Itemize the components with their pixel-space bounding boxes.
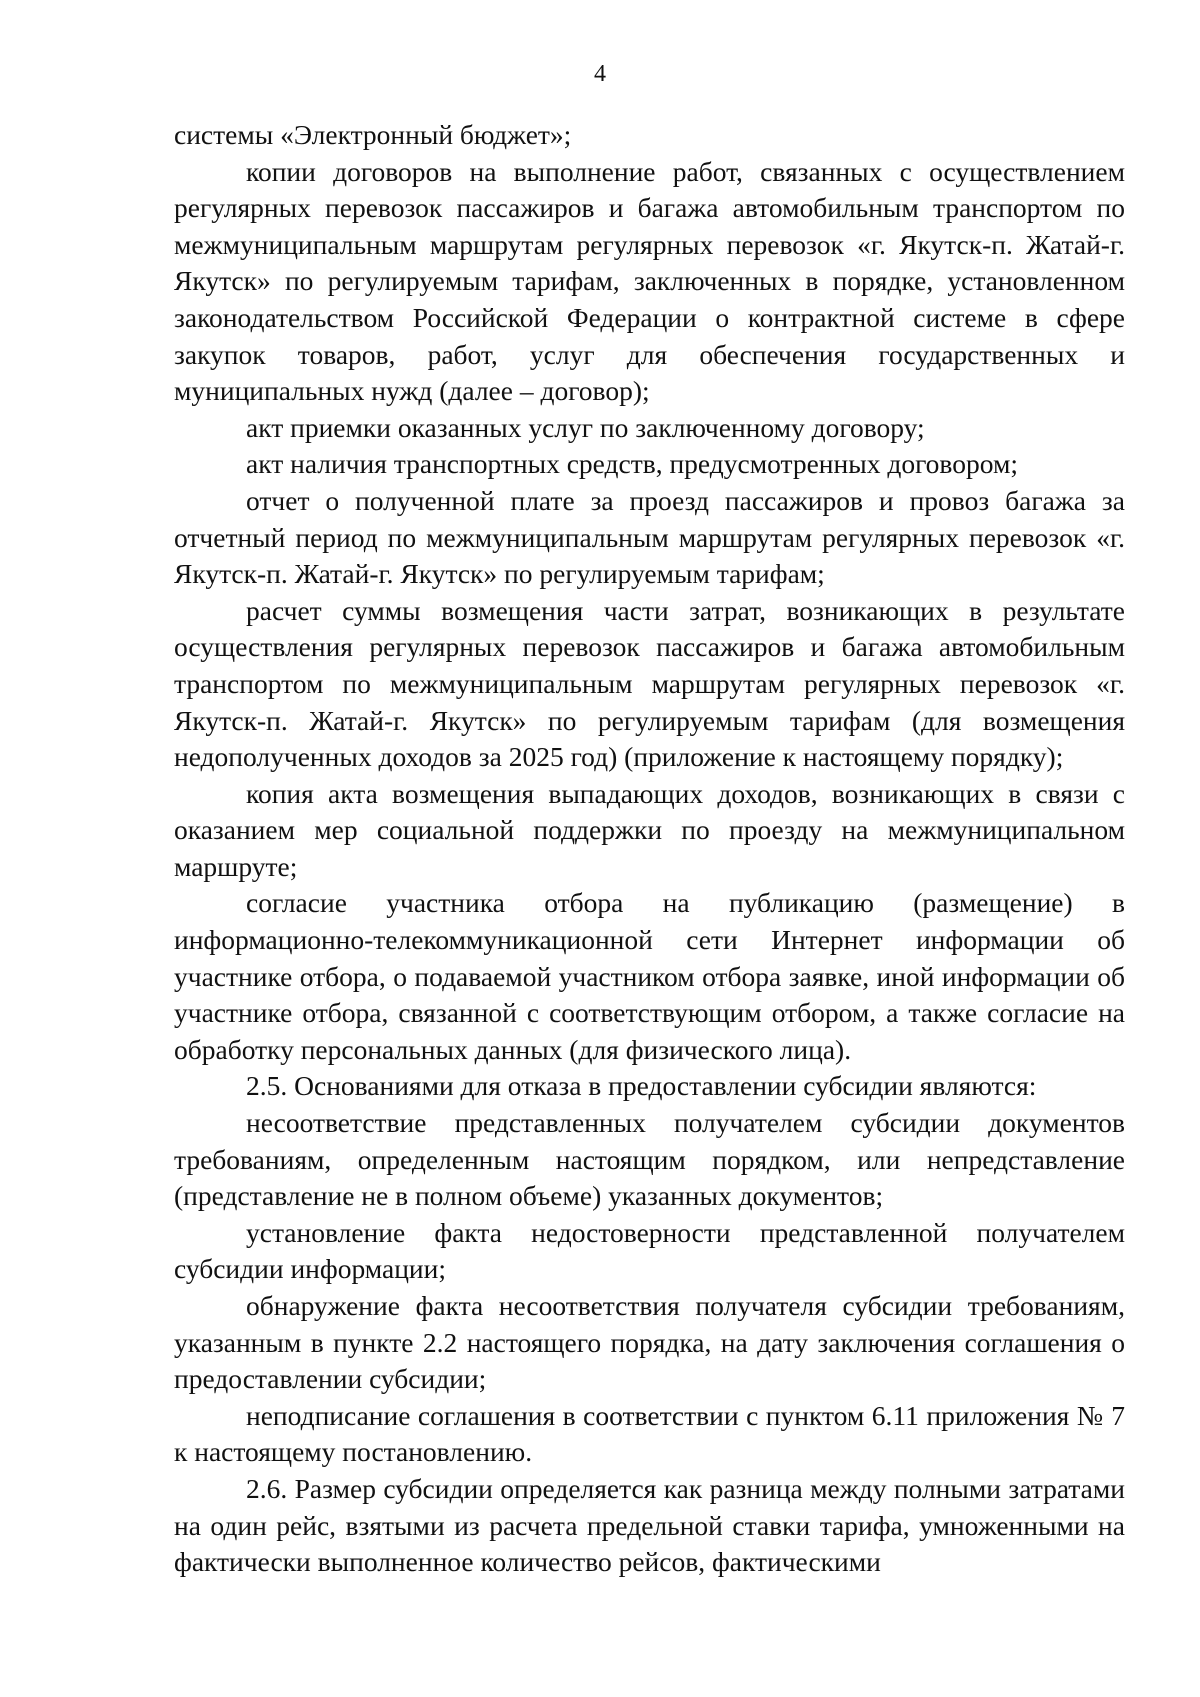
paragraph-lost-income-act: копия акта возмещения выпадающих доходов, возникающих в связи с оказанием мер социальной поддержки по проезду на межмуниципальном маршруте; [174, 777, 1125, 882]
paragraph-continuation: системы «Электронный бюджет»; [174, 119, 572, 150]
paragraph-subsidy-amount: 2.6. Размер субсидии определяется как разница между полными затратами на один рейс, взятыми из расчета предельной ставки тарифа, умноженными на фактически выполненное количество рейсов, фактическими [174, 1472, 1125, 1578]
document-body [174, 117, 1125, 1581]
page-number: 4 [594, 61, 606, 87]
paragraph-false-information: установление факта недостоверности представленной получателем субсидии информации; [174, 1216, 1125, 1285]
paragraph-requirements-mismatch: обнаружение факта несоответствия получателя субсидии требованиям, указанным в пункте 2.2 настоящего порядка, на дату заключения соглашения о предоставлении субсидии; [174, 1290, 1125, 1395]
paragraph-contract-copies: копии договоров на выполнение работ, связанных с осуществлением регулярных перевозок пассажиров и багажа автомобильным транспортом по межмуниципальным маршрутам регулярных перевозок «г. Якутск-п. Жатай-г. Якутск» по регулируемым тарифам, заключенных в порядке, установленном законодательством Российской Федерации о контрактной системе в сфере закупок товаров, работ, услуг для обеспечения государственных и муниципальных нужд (далее – договор); [174, 155, 1125, 407]
paragraph-acceptance-act: акт приемки оказанных услуг по заключенному договору; [246, 411, 925, 443]
paragraph-fare-report: отчет о полученной плате за проезд пассажиров и провоз багажа за отчетный период по межмуниципальным маршрутам регулярных перевозок «г. Якутск-п. Жатай-г. Якутск» по регулируемым тарифам; [174, 484, 1125, 590]
paragraph-refusal-grounds: 2.5. Основаниями для отказа в предоставлении субсидии являются: [246, 1070, 1037, 1102]
paragraph-unsigned-agreement: неподписание соглашения в соответствии с пунктом 6.11 приложения № 7 к настоящему постановлению. [174, 1399, 1125, 1468]
paragraph-noncompliance: несоответствие представленных получателем субсидии документов требованиям, определенным настоящим порядком, или непредставление (представление не в полном объеме) указанных документов; [174, 1107, 1125, 1212]
paragraph-vehicle-act: акт наличия транспортных средств, предусмотренных договором; [246, 448, 1018, 480]
paragraph-publication-consent: согласие участника отбора на публикацию (размещение) в информационно-телекоммуникационной сети Интернет информации об участнике отбора, о подаваемой участником отбора заявке, иной информации об участнике отбора, связанной с соответствующим отбором, а также согласие на обработку персональных данных (для физического лица). [174, 887, 1125, 1065]
paragraph-compensation-calc: расчет суммы возмещения части затрат, возникающих в результате осуществления регулярных перевозок пассажиров и багажа автомобильным транспортом по межмуниципальным маршрутам регулярных перевозок «г. Якутск-п. Жатай-г. Якутск» по регулируемым тарифам (для возмещения недополученных доходов за 2025 год) (приложение к настоящему порядку); [174, 594, 1125, 773]
